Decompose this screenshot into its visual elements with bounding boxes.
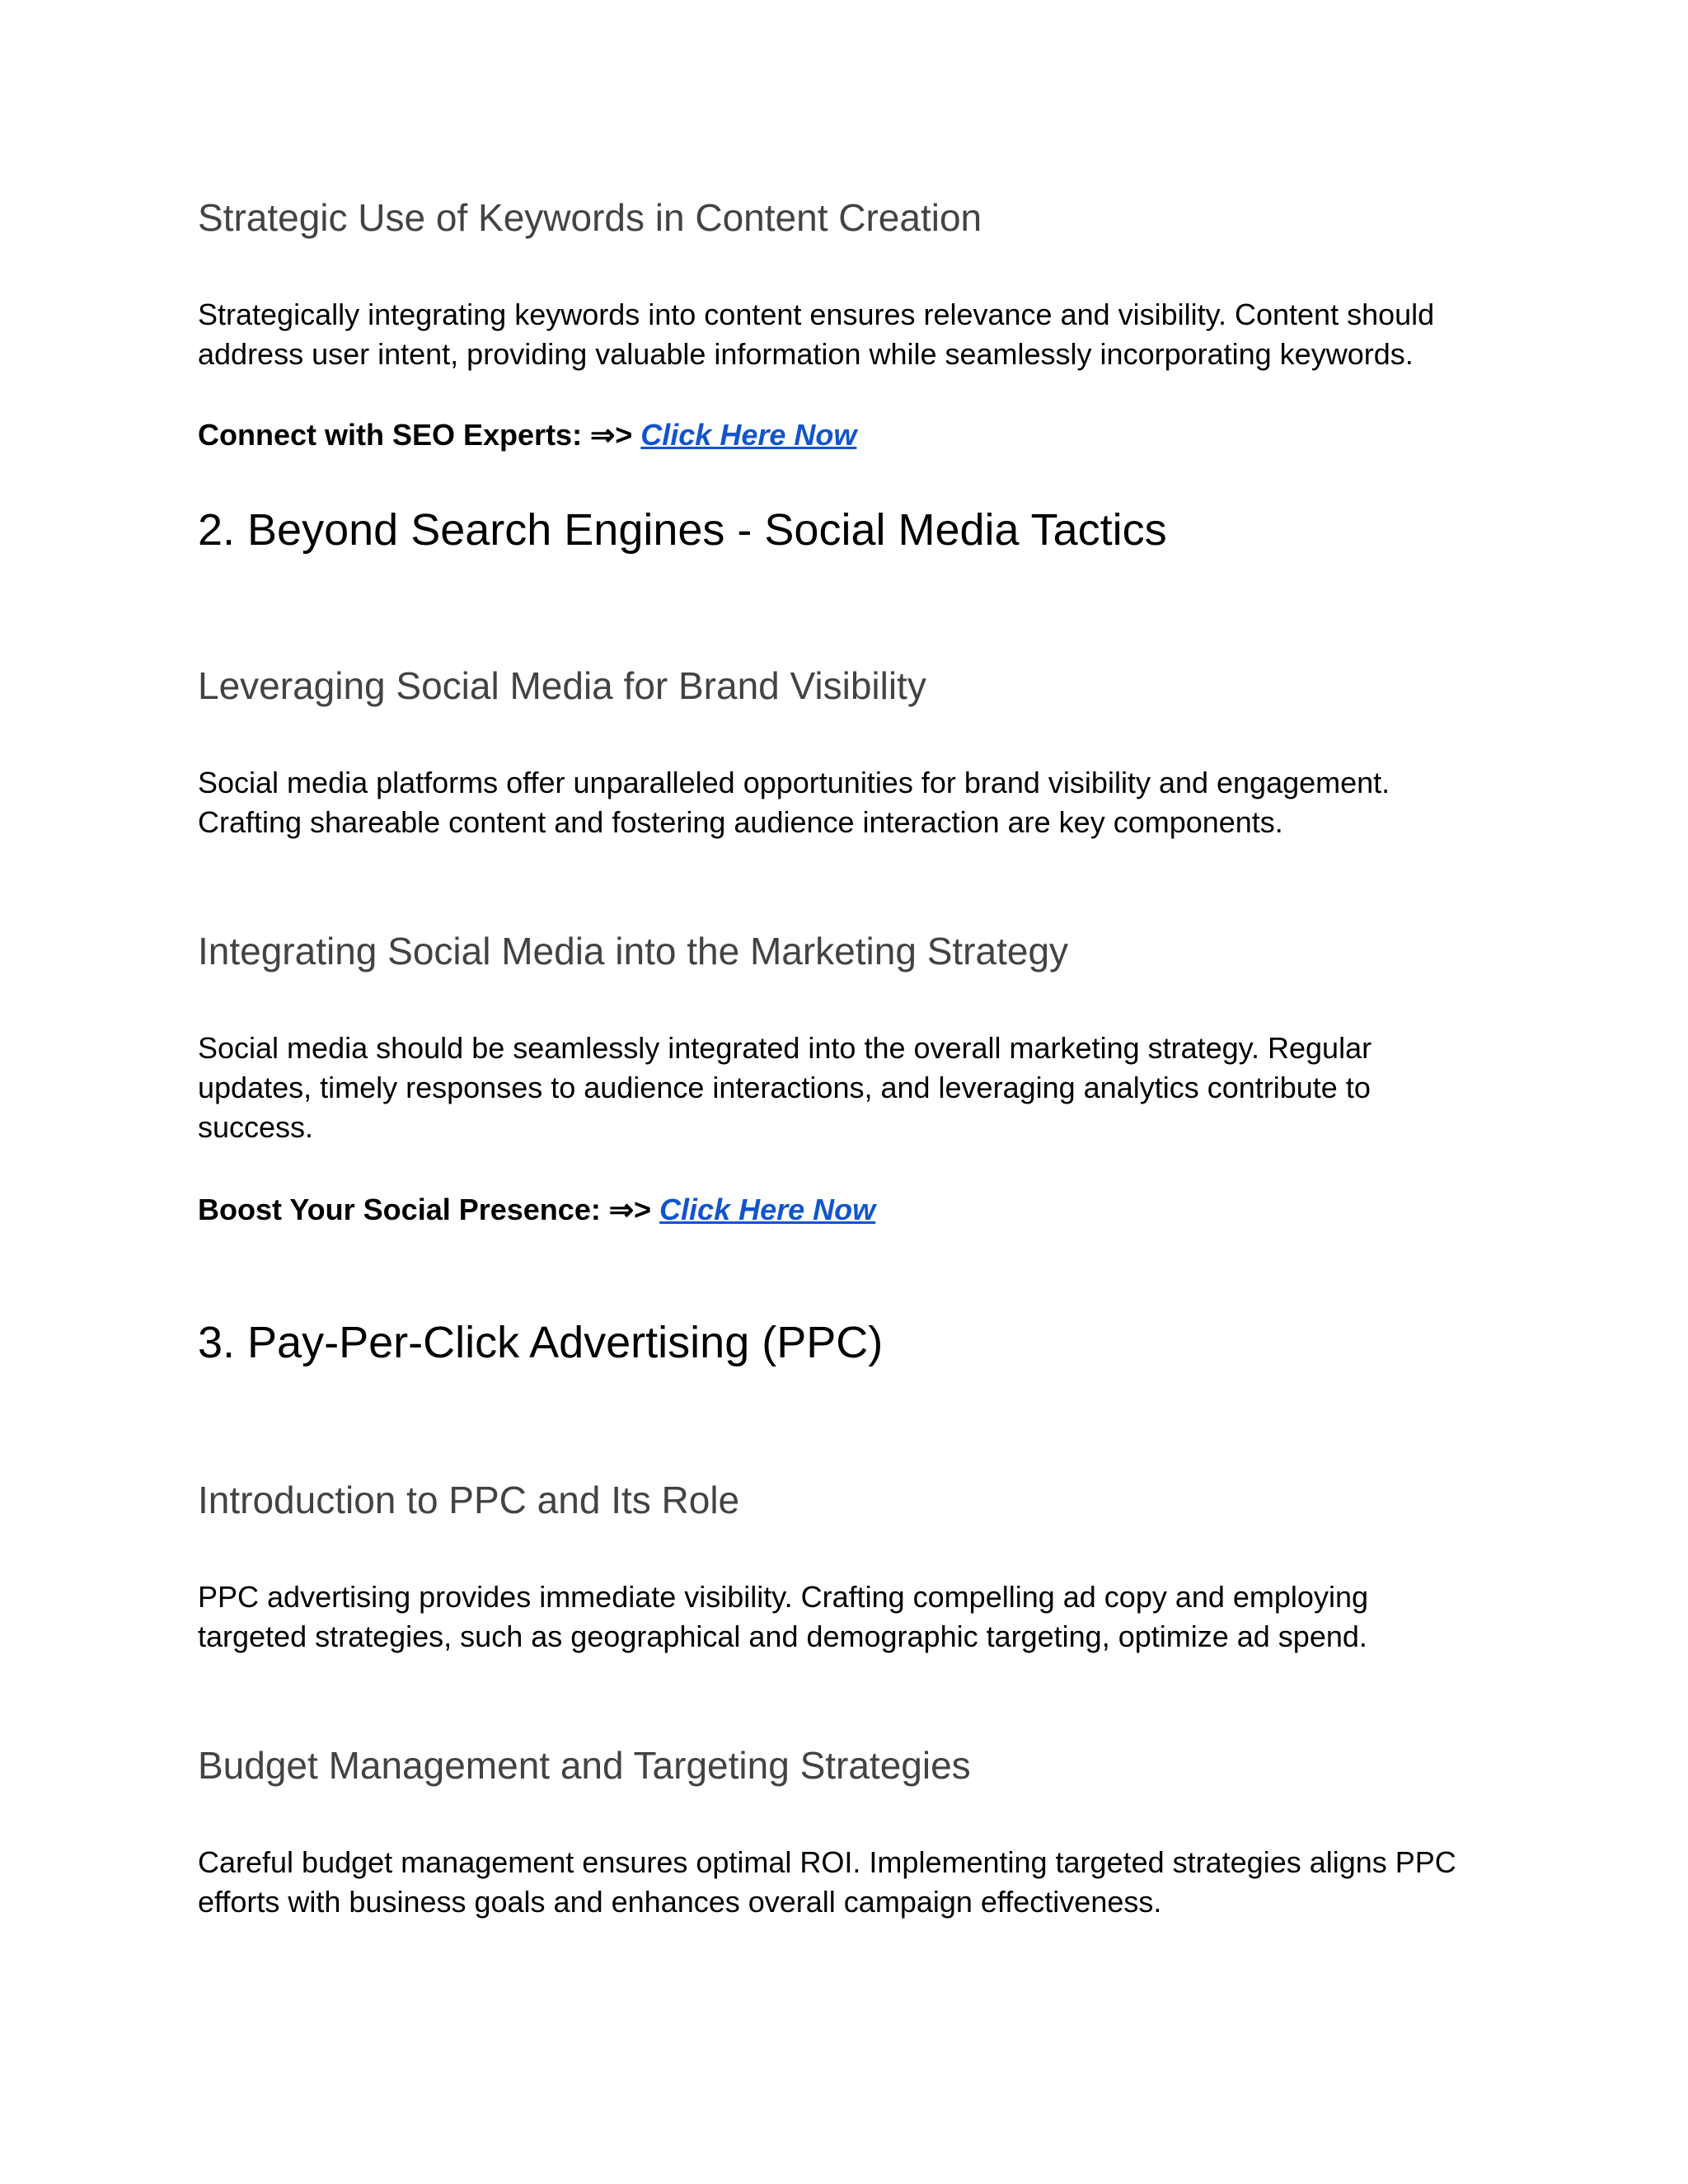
subheading-budget-targeting: Budget Management and Targeting Strategies — [198, 1744, 971, 1787]
click-here-now-link[interactable]: Click Here Now — [659, 1193, 876, 1226]
subheading-ppc-intro: Introduction to PPC and Its Role — [198, 1479, 740, 1521]
heading-ppc-advertising: 3. Pay-Per-Click Advertising (PPC) — [198, 1318, 884, 1367]
paragraph-budget-targeting — [198, 1843, 1456, 1922]
paragraph-line: Social media platforms offer unparalleled opportunities for brand visibility and engagement. — [198, 766, 1390, 799]
paragraph-social-marketing-strategy — [198, 1029, 1372, 1147]
click-here-now-link[interactable]: Click Here Now — [640, 418, 857, 452]
paragraph-line: success. — [198, 1110, 314, 1144]
cta-social-presence — [198, 1190, 875, 1230]
paragraph-keywords-content — [198, 295, 1434, 374]
paragraph-line: efforts with business goals and enhances overall campaign effectiveness. — [198, 1885, 1162, 1919]
subheading-social-marketing-strategy: Integrating Social Media into the Marketing Strategy — [198, 930, 1069, 972]
paragraph-line: Careful budget management ensures optimal ROI. Implementing targeted strategies aligns PPC — [198, 1845, 1456, 1879]
paragraph-line: Crafting shareable content and fostering audience interaction are key components. — [198, 805, 1283, 839]
paragraph-line: Social media should be seamlessly integrated into the overall marketing strategy. Regular — [198, 1031, 1372, 1065]
paragraph-line: address user intent, providing valuable information while seamlessly incorporating keywords. — [198, 337, 1414, 371]
subheading-keywords-content: Strategic Use of Keywords in Content Creation — [198, 196, 982, 239]
cta-seo-experts — [198, 415, 856, 455]
paragraph-brand-visibility — [198, 763, 1390, 842]
heading-social-media-tactics: 2. Beyond Search Engines - Social Media Tactics — [198, 505, 1167, 555]
paragraph-line: Strategically integrating keywords into content ensures relevance and visibility. Content should — [198, 298, 1435, 331]
subheading-brand-visibility: Leveraging Social Media for Brand Visibility — [198, 664, 926, 707]
paragraph-line: PPC advertising provides immediate visibility. Crafting compelling ad copy and employing — [198, 1580, 1368, 1614]
cta-label: Boost Your Social Presence: ⇒> — [198, 1193, 652, 1226]
cta-label: Connect with SEO Experts: ⇒> — [198, 418, 633, 452]
paragraph-ppc-intro — [198, 1577, 1368, 1657]
paragraph-line: targeted strategies, such as geographical and demographic targeting, optimize ad spend. — [198, 1619, 1367, 1653]
paragraph-line: updates, timely responses to audience interactions, and leveraging analytics contribute to — [198, 1071, 1371, 1104]
